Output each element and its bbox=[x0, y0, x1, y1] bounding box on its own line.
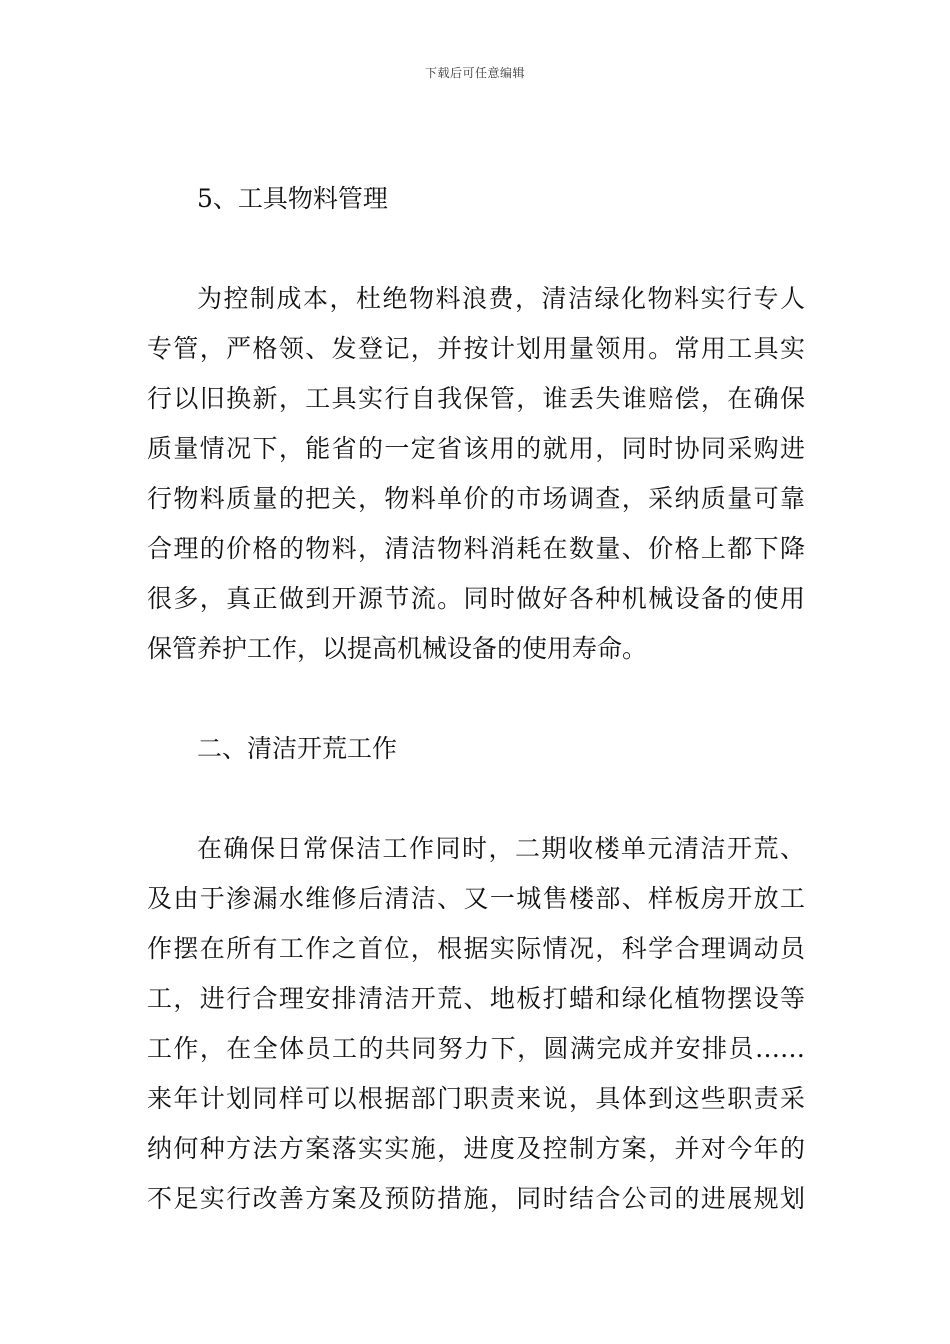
paragraph-line: 作摆在所有工作之首位，根据实际情况，科学合理调动员 bbox=[147, 934, 805, 963]
paragraph-line: 来年计划同样可以根据部门职责来说，具体到这些职责采 bbox=[147, 1084, 805, 1113]
section-heading-cleaning: 二、清洁开荒工作 bbox=[197, 734, 398, 763]
paragraph-line: 在确保日常保洁工作同时，二期收楼单元清洁开荒、 bbox=[197, 834, 805, 863]
paragraph-line: 行物料质量的把关，物料单价的市场调查，采纳质量可靠 bbox=[147, 484, 805, 513]
paragraph-line: 及由于渗漏水维修后清洁、又一城售楼部、样板房开放工 bbox=[147, 884, 805, 913]
paragraph-line: 专管，严格领、发登记，并按计划用量领用。常用工具实 bbox=[147, 334, 805, 363]
section-heading-tools: 5、工具物料管理 bbox=[197, 184, 388, 213]
paragraph-line: 为控制成本，杜绝物料浪费，清洁绿化物料实行专人 bbox=[197, 284, 805, 313]
paragraph-line: 工，进行合理安排清洁开荒、地板打蜡和绿化植物摆设等 bbox=[147, 984, 805, 1013]
paragraph-line: 质量情况下，能省的一定省该用的就用，同时协同采购进 bbox=[147, 434, 805, 463]
paragraph-line: 工作，在全体员工的共同努力下，圆满完成并安排员…… bbox=[147, 1034, 805, 1063]
paragraph-line: 保管养护工作，以提高机械设备的使用寿命。 bbox=[147, 634, 648, 663]
paragraph-line: 行以旧换新，工具实行自我保管，谁丢失谁赔偿，在确保 bbox=[147, 384, 805, 413]
page-header-note: 下载后可任意编辑 bbox=[424, 66, 525, 80]
paragraph-line: 不足实行改善方案及预防措施，同时结合公司的进展规划 bbox=[147, 1184, 805, 1213]
paragraph-line: 纳何种方法方案落实实施，进度及控制方案，并对今年的 bbox=[147, 1134, 805, 1163]
paragraph-line: 很多，真正做到开源节流。同时做好各种机械设备的使用 bbox=[147, 584, 805, 613]
paragraph-line: 合理的价格的物料，清洁物料消耗在数量、价格上都下降 bbox=[147, 534, 805, 563]
